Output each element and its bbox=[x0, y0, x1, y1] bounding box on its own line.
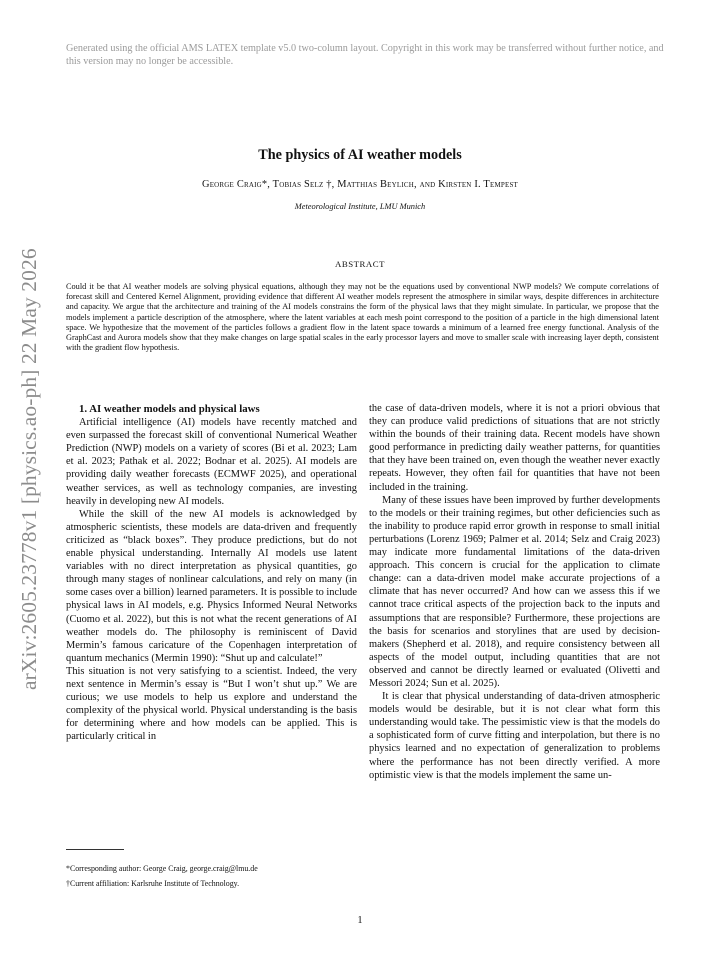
footnote-corresponding-author: *Corresponding author: George Craig, george.craig@lmu.de bbox=[66, 864, 258, 873]
arxiv-identifier-stamp: arXiv:2605.23778v1 [physics.ao-ph] 22 May 2026 bbox=[17, 248, 41, 690]
footnote-current-affiliation: †Current affiliation: Karlsruhe Institute of Technology. bbox=[66, 879, 240, 888]
author-affiliation: Meteorological Institute, LMU Munich bbox=[294, 202, 426, 211]
abstract-text: Could it be that AI weather models are solving physical equations, although they may not be the equations used by conventional NWP models? We compute correlations of forecast skill and Centered Kernel Alignment, providing evidence that different AI weather models represent the atmosphere in similar ways, despite differences in architecture and capacity. We argue that the architecture and training of the AI models constrains the form of the physical laws that they might simulate. In particular, we propose that the models implement a particle description of the atmosphere, where the latent variables at each mesh point correspond to the position of a particle in the high dimensional latent space. We hypothesize that the movement of the particles follows a gradient flow in the latent space towards a minimum of a learned free energy functional. Analysis of the GraphCast and Aurora models show that they make changes on large spatial scales in the early processor layers and move to smaller scale with increasing layer depth, consistent with the gradient flow hypothesis. bbox=[66, 282, 659, 353]
body-paragraph: It is clear that physical understanding of data-driven atmospheric models would be desirable, but it is not clear what form this understanding would take. The pessimistic view is that the models do a sophisticated form of curve fitting and interpolation, but there is no physics learned and no expectation of generalization to problems where the performance has not been directly verified. A more optimistic view is that the models implement the same un- bbox=[369, 691, 660, 781]
page-number: 1 bbox=[357, 915, 363, 926]
left-column bbox=[66, 403, 357, 743]
author-list: George Craig*, Tobias Selz †, Matthias Beylich, and Kirsten I. Tempest bbox=[201, 179, 519, 190]
body-paragraph: Artificial intelligence (AI) models have recently matched and even surpassed the forecast skill of conventional Numerical Weather Prediction (NWP) models on a variety of scores (Bi et al. 2023; Lam et al. 2023; Pathak et al. 2022; Bodnar et al. 2025). AI models are providing daily weather forecasts (ECMWF 2025), and operational weather services, as well as technology companies, are investing heavily in developing new AI models. bbox=[66, 417, 357, 507]
body-paragraph: While the skill of the new AI models is acknowledged by atmospheric scientists, these models are data-driven and frequently criticized as “black boxes”. They produce predictions, but do not enable physical understanding. Internally AI models use latent variables with no direct interpretation as physical quantities, go through many stages of nonlinear calculations, and rely on many (in some cases over a billion) learned parameters. It is possible to include physical laws in AI models, e.g. Physics Informed Neural Networks (Cuomo et al. 2022), but this is not what the recent generations of AI weather models do. The philosophy is reminiscent of David Mermin’s famous caricature of the Copenhagen interpretation of quantum mechanics (Mermin 1990): “Shut up and calculate!” bbox=[66, 508, 357, 664]
right-column bbox=[369, 402, 660, 782]
body-paragraph: This situation is not very satisfying to a scientist. Indeed, the very next sentence in Mermin’s essay is “But I won’t shut up.” We are curious; we use models to help us explore and understand the complexity of the physical world. Physical understanding is the basis for determining where and how models can be applied. This is particularly critical in bbox=[66, 665, 357, 743]
footnote-rule bbox=[66, 849, 124, 850]
body-paragraph: Many of these issues have been improved by further developments to the models or their training regimes, but other deficiencies such as the inability to produce rapid error growth in response to small initial perturbations (Lorenz 1969; Palmer et al. 2014; Selz and Craig 2023) may indicate more fundamental limitations of the data-driven approach. This concern is crucial for the application to climate change: can a data-driven model make accurate projections of a climate that has never occurred? And how can we assess this if we cannot trace critical aspects of the projection back to the inputs and assumptions that are responsible? Furthermore, these projections are the basis for scenarios and storylines that are used by decision-makers (Shepherd et al. 2018), and require consistency between all aspects of the model output, including quantities that are not observed and cannot be directly learned or evaluated (Olivetti and Messori 2024; Sun et al. 2025). bbox=[369, 494, 660, 689]
abstract-heading: ABSTRACT bbox=[335, 259, 385, 269]
template-notice: Generated using the official AMS LATEX template v5.0 two-column layout. Copyright in this work may be transferred without further notice, and this version may no longer be accessible. bbox=[66, 43, 664, 67]
body-paragraph: the case of data-driven models, where it is not a priori obvious that they can produce valid predictions of situations that are not strictly within the bounds of their training data. Recent models have shown good performance in predicting daily weather patterns, for quantities that they have been trained on, even though the weather never exactly repeats. However, they often fail for quantities that have not been included in the training. bbox=[369, 403, 660, 493]
section-heading: 1. AI weather models and physical laws bbox=[79, 403, 260, 415]
paper-title: The physics of AI weather models bbox=[258, 147, 462, 163]
